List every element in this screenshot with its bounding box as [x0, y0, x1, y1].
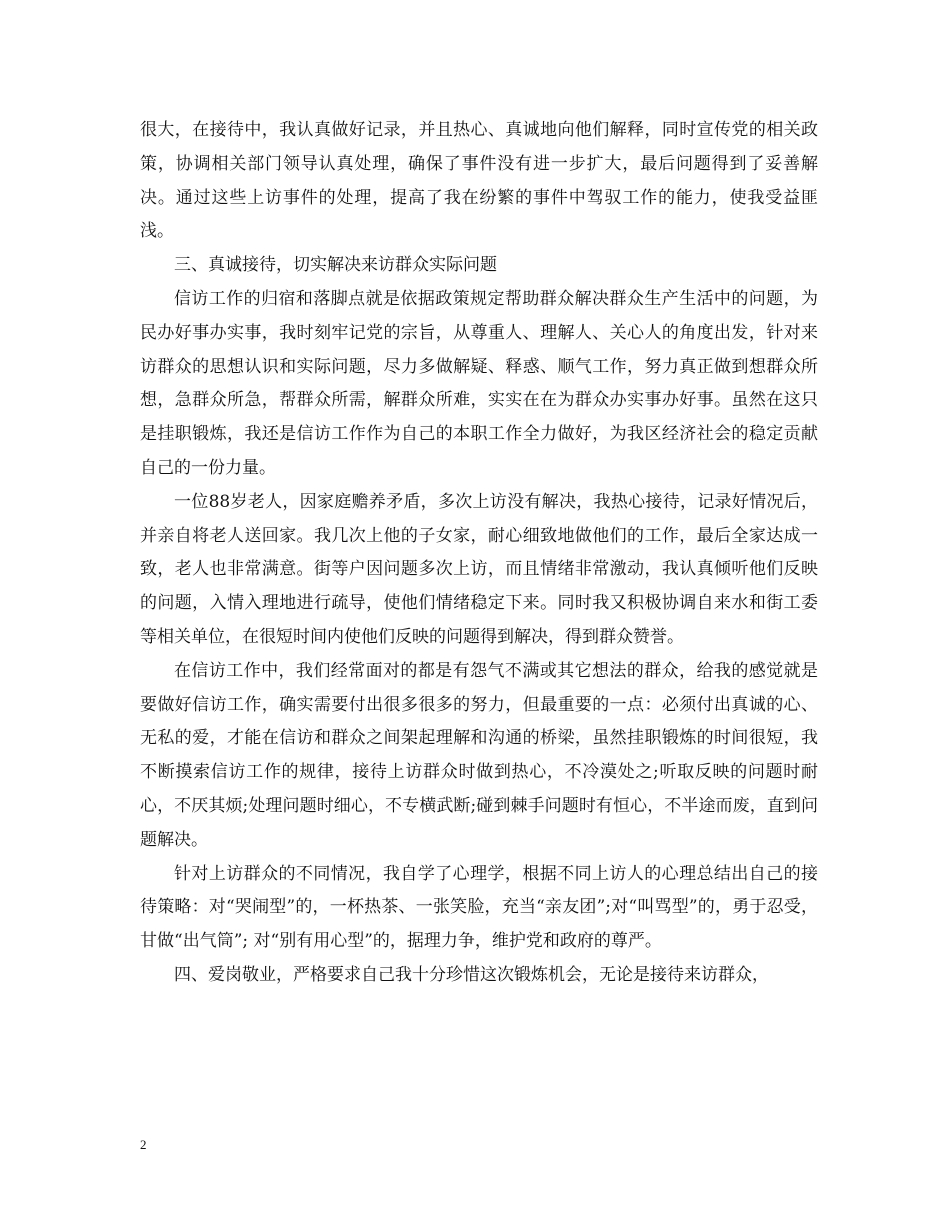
section-heading-4: 四、爱岗敬业，严格要求自己我十分珍惜这次锻炼机会，无论是接待来访群众， — [174, 964, 769, 985]
document-body — [140, 114, 818, 993]
paragraph-2: 信访工作的归宿和落脚点就是依据政策规定帮助群众解决群众生产生活中的问题，为民办好事办实事，我时刻牢记党的宗旨，从尊重人、理解人、关心人的角度出发，针对来访群众的思想认识和实际问题，尽力多做解疑、释惑、顺气工作，努力真正做到想群众所想，急群众所急，帮群众所需，解群众所难，实实在在为群众办实事办好事。虽然在这只是挂职锻炼，我还是信访工作作为自己的本职工作全力做好，为我区经济社会的稳定贡献自己的一份力量。 — [140, 288, 818, 478]
paragraph-3: 一位88岁老人，因家庭赡养矛盾，多次上访没有解决，我热心接待，记录好情况后，并亲自将老人送回家。我几次上他的子女家，耐心细致地做他们的工作，最后全家达成一致，老人也非常满意。街等户因问题多次上访，而且情绪非常激动，我认真倾听他们反映的问题，入情入理地进行疏导，使他们情绪稳定下来。同时我又积极协调自来水和街工委等相关单位，在很短时间内使他们反映的问题得到解决，得到群众赞誉。 — [140, 491, 818, 647]
paragraph-5: 针对上访群众的不同情况，我自学了心理学，根据不同上访人的心理总结出自己的接待策略：对“哭闹型”的，一杯热茶、一张笑脸，充当“亲友团”;对“叫骂型”的，勇于忍受，甘做“出气筒”; 对“别有用心型”的，据理力争，维护党和政府的尊严。 — [140, 863, 818, 952]
section-heading-3: 三、真诚接待，切实解决来访群众实际问题 — [174, 255, 497, 276]
paragraph-1: 很大，在接待中，我认真做好记录，并且热心、真诚地向他们解释，同时宣传党的相关政策，协调相关部门领导认真处理，确保了事件没有进一步扩大，最后问题得到了妥善解决。通过这些上访事件的处理，提高了我在纷繁的事件中驾驭工作的能力，使我受益匪浅。 — [140, 120, 818, 242]
page-number: 2 — [140, 1137, 147, 1152]
paragraph-4: 在信访工作中，我们经常面对的都是有怨气不满或其它想法的群众，给我的感觉就是要做好信访工作，确实需要付出很多很多的努力，但最重要的一点：必须付出真诚的心、无私的爱，才能在信访和群众之间架起理解和沟通的桥梁，虽然挂职锻炼的时间很短，我不断摸索信访工作的规律，接待上访群众时做到热心，不冷漠处之;听取反映的问题时耐心，不厌其烦;处理问题时细心，不专横武断;碰到棘手问题时有恒心，不半途而废，直到问题解决。 — [140, 660, 818, 850]
